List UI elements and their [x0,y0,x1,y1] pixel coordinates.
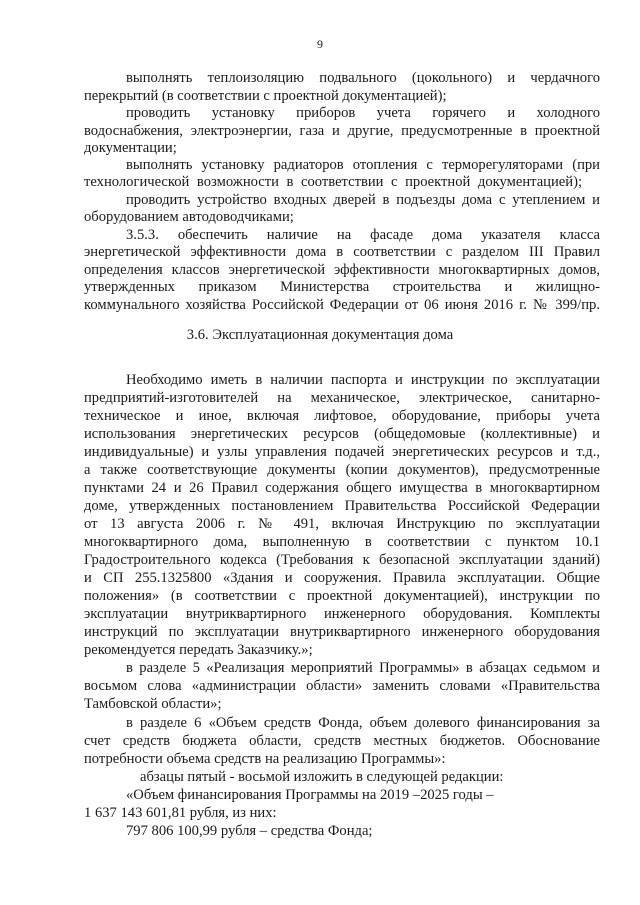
text-line: «Объем финансирования Программы на 2019 –2025 годы – [126,787,494,803]
text-line: использования энергетических ресурсов (общедомовые (коллективные) и [84,426,600,442]
text-line: рекомендуется передать Заказчику.»; [84,642,313,658]
text-line: восьмом слова «администрации области» заменить словами «Правительства [84,678,600,694]
text-line: 797 806 100,99 рубля – средства Фонда; [126,823,373,839]
text-line: технологической возможности в соответствии с проектной документацией); [84,174,582,190]
text-line: доме, утвержденных постановлением Правительства Российской Федерации [84,498,600,514]
text-line: в разделе 6 «Объем средств Фонда, объем долевого финансирования за [126,715,600,731]
page-number: 9 [317,37,323,51]
text-line: эксплуатации внутриквартирного инженерного оборудования. Комплекты [84,606,600,622]
text-line: 3.5.3. обеспечить наличие на фасаде дома указателя класса [126,227,600,243]
text-line: документации; [84,140,177,156]
text-line: проводить устройство входных дверей в подъезды дома с утеплением и [126,192,600,208]
text-line: 1 637 143 601,81 рубля, из них: [84,805,277,821]
text-line: выполнять теплоизоляцию подвального (цокольного) и чердачного [126,70,600,86]
text-line: выполнять установку радиаторов отопления с терморегуляторами (при [126,157,600,173]
text-line: Градостроительного кодекса (Требования к безопасной эксплуатации зданий) [84,552,600,568]
text-line: индивидуальные) и узлы управления подачей энергетических ресурсов и т.д., [84,444,600,460]
text-line: проводить установку приборов учета горячего и холодного [126,105,600,121]
text-line: предприятий-изготовителей на механическое, электрическое, санитарно- [84,390,600,406]
text-line: инструкций по эксплуатации внутриквартирного инженерного оборудования [84,624,600,640]
text-line: пунктами 24 и 26 Правил содержания общего имущества в многоквартирном [84,480,600,496]
text-line: определения классов энергетической эффективности многоквартирных домов, [84,262,600,278]
text-line: счет средств бюджета области, средств местных бюджетов. Обоснование [84,733,600,749]
text-line: утвержденных приказом Министерства строительства и жилищно- [84,279,600,295]
text-line: а также соответствующие документы (копии документов), предусмотренные [84,462,600,478]
section-heading: 3.6. Эксплуатационная документация дома [186,327,454,343]
text-line: коммунального хозяйства Российской Федерации от 06 июня 2016 г. № 399/пр. [84,297,600,313]
text-line: абзацы пятый - восьмой изложить в следующей редакции: [140,769,504,785]
text-line: Необходимо иметь в наличии паспорта и инструкции по эксплуатации [126,372,600,388]
text-line: перекрытий (в соответствии с проектной документацией); [84,88,447,104]
text-line: энергетической эффективности дома в соответствии с разделом III Правил [84,244,600,260]
text-line: техническое и иное, включая лифтовое, оборудование, приборы учета [84,408,600,424]
text-line: положения» (в соответствии с проектной документацией), инструкции по [84,588,600,604]
text-line: в разделе 5 «Реализация мероприятий Программы» в абзацах седьмом и [126,660,600,676]
text-line: Тамбовской области»; [84,696,222,712]
text-line: водоснабжения, электроэнергии, газа и другие, предусмотренные в проектной [84,123,600,139]
text-line: многоквартирного дома, выполненную в соответствии с пунктом 10.1 [84,534,600,550]
text-line: оборудованием автодоводчиками; [84,209,294,225]
text-line: и СП 255.1325800 «Здания и сооружения. Правила эксплуатации. Общие [84,570,600,586]
text-line: от 13 августа 2006 г. № 491, включая Инструкцию по эксплуатации [84,516,600,532]
text-line: потребности объема средств на реализацию Программы»: [84,751,446,767]
